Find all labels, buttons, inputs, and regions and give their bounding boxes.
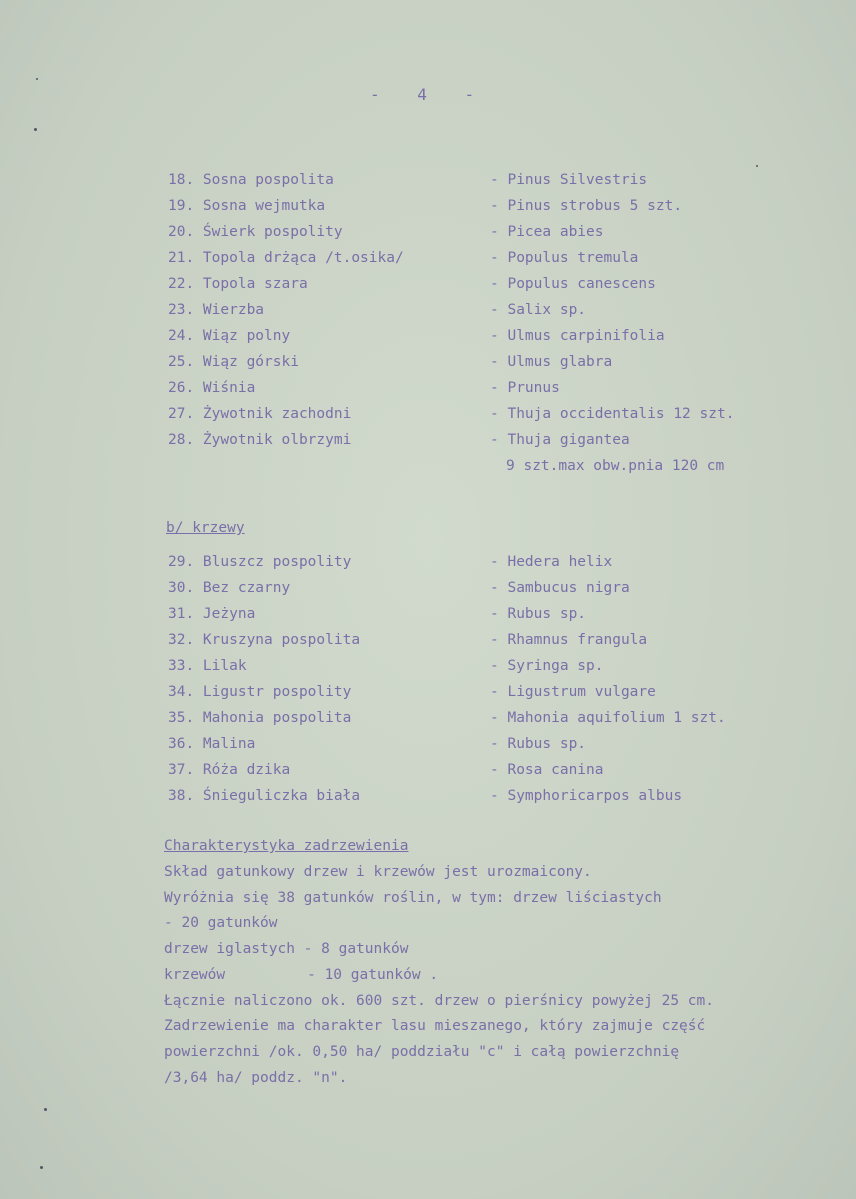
polish-name: 22. Topola szara (168, 276, 308, 292)
polish-name: 23. Wierzba (168, 302, 265, 318)
paragraph-line (164, 963, 824, 989)
polish-name: 19. Sosna wejmutka (168, 198, 326, 214)
polish-name: 29. Bluszcz pospolity (168, 554, 352, 570)
paragraph-line: Wyróżnia się 38 gatunków roślin, w tym: drzew liściastych (164, 889, 662, 906)
latin-name: - Ulmus glabra (490, 354, 613, 370)
paper-speck (756, 165, 758, 167)
paper-speck (40, 1166, 43, 1169)
latin-name: - Rubus sp. (490, 736, 587, 752)
polish-name: 25. Wiąz górski (168, 354, 299, 370)
polish-name: 38. Śnieguliczka biała (168, 788, 361, 804)
latin-name: - Picea abies (490, 224, 604, 240)
polish-name: 35. Mahonia pospolita (168, 710, 352, 726)
paragraph-line: drzew iglastych - 8 gatunków (164, 941, 409, 958)
paper-speck (36, 78, 38, 80)
paragraph-line: /3,64 ha/ poddz. "n". (164, 1069, 348, 1086)
latin-name: - Salix sp. (490, 302, 587, 318)
polish-name: 28. Żywotnik olbrzymi (168, 432, 352, 448)
latin-name: - Symphoricarpos albus (490, 788, 683, 804)
latin-name: - Thuja occidentalis 12 szt. (490, 406, 735, 422)
polish-name: 27. Żywotnik zachodni (168, 406, 352, 422)
latin-name: - Rubus sp. (490, 606, 587, 622)
paragraph-segment: krzewów (164, 966, 226, 983)
paper-speck (44, 1108, 47, 1111)
latin-name: - Pinus strobus 5 szt. (490, 198, 683, 214)
paragraph-segment: - 10 gatunków . (307, 966, 439, 983)
latin-name: - Syringa sp. (490, 658, 604, 674)
paragraph-line: Skład gatunkowy drzew i krzewów jest urozmaicony. (164, 864, 592, 880)
paragraph-line: Łącznie naliczono ok. 600 szt. drzew o pierśnicy powyżej 25 cm. (164, 992, 714, 1009)
latin-name: - Ligustrum vulgare (490, 684, 656, 700)
latin-name: - Prunus (490, 380, 560, 396)
page-number: - 4 - (370, 85, 489, 104)
polish-name: 34. Ligustr pospolity (168, 684, 352, 700)
polish-name: 32. Kruszyna pospolita (168, 632, 361, 648)
polish-name: 30. Bez czarny (168, 580, 291, 596)
latin-name: - Hedera helix (490, 554, 613, 570)
characteristics-header: Charakterystyka zadrzewienia (164, 838, 409, 854)
polish-name: 36. Malina (168, 736, 256, 752)
paper-speck (34, 128, 37, 131)
polish-name: 18. Sosna pospolita (168, 172, 334, 188)
polish-name: 26. Wiśnia (168, 380, 256, 396)
tree-note: 9 szt.max obw.pnia 120 cm (506, 458, 725, 474)
latin-name: - Populus tremula (490, 250, 639, 266)
latin-name: - Pinus Silvestris (490, 172, 648, 188)
polish-name: 21. Topola drżąca /t.osika/ (168, 250, 404, 266)
latin-name: - Ulmus carpinifolia (490, 328, 665, 344)
paragraph-line: powierzchni /ok. 0,50 ha/ poddziału "c" i całą powierzchnię (164, 1043, 680, 1060)
shrubs-header: b/ krzewy (166, 520, 245, 536)
paragraph-line: - 20 gatunków (164, 915, 278, 932)
latin-name: - Mahonia aquifolium 1 szt. (490, 710, 726, 726)
polish-name: 24. Wiąz polny (168, 328, 291, 344)
latin-name: - Rhamnus frangula (490, 632, 648, 648)
polish-name: 33. Lilak (168, 658, 247, 674)
characteristics-paragraph (164, 860, 824, 1091)
polish-name: 37. Róża dzika (168, 762, 291, 778)
latin-name: - Rosa canina (490, 762, 604, 778)
polish-name: 20. Świerk pospolity (168, 224, 343, 240)
polish-name: 31. Jeżyna (168, 606, 256, 622)
latin-name: - Populus canescens (490, 276, 656, 292)
latin-name: - Sambucus nigra (490, 580, 630, 596)
latin-name: - Thuja gigantea (490, 432, 630, 448)
paragraph-line: Zadrzewienie ma charakter lasu mieszanego, który zajmuje część (164, 1018, 706, 1035)
